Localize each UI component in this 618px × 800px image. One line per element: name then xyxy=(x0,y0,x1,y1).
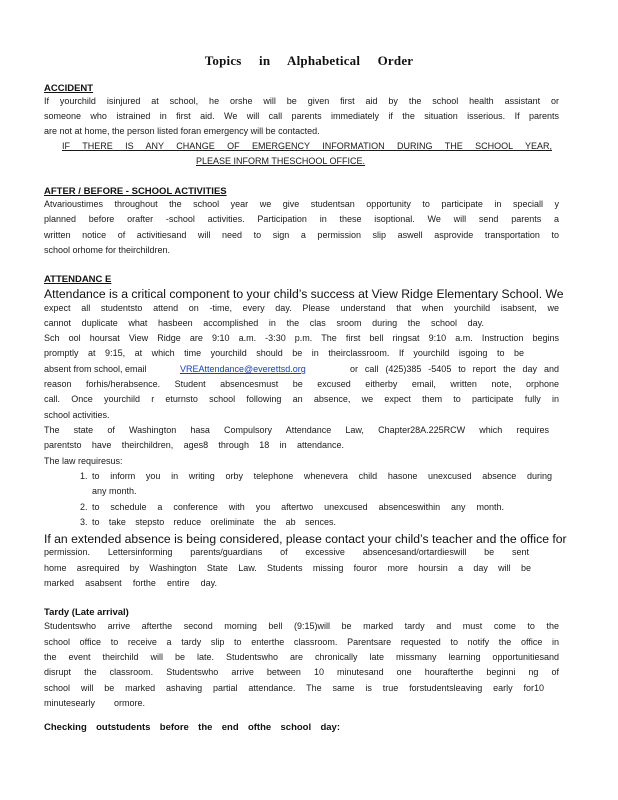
law-item-3-text: to take stepsto reduce oreliminate the ab sences. xyxy=(92,517,336,527)
section-heading-attendance: ATTENDANC E xyxy=(44,274,112,285)
attendance-line-2: cannot duplicate what hasbeen accomplished in the clas sroom during the school day. xyxy=(44,318,484,328)
accident-line-1: If yourchild isinjured at school, he orshe will be given first aid by the school health assistant or xyxy=(44,96,559,106)
tardy-line-4: disrupt the classroom. Studentswho arrive between 10 minutesand one hourafterthe beginni ng of xyxy=(44,667,559,677)
attendance-line-3: Sch ool hoursat View Ridge are 9:10 a.m. -3:30 p.m. The first bell ringsat 9:10 a.m. Instruction begins xyxy=(44,333,559,343)
activities-line-1: Atvarioustimes throughout the school year we give studentsan opportunity to participate in speciall y xyxy=(44,199,559,209)
extended-absence-lead: If an extended absence is being considered, please contact your child’s teacher and the office for xyxy=(44,532,567,546)
extended-line-1: permission. Lettersinforming parents/guardians of excessive absencesand/ortardieswill be sent xyxy=(44,547,529,557)
tardy-line-1: Studentswho arrive afterthe second morning bell (9:15)will be marked tardy and must come to the xyxy=(44,621,559,631)
attendance-line-10: The law requiresus: xyxy=(44,456,123,466)
tardy-line-3: the event theirchild will be late. Studentswho are chronically late missmany learning opportunitiesand xyxy=(44,652,559,662)
activities-line-3: written notice of activitiesand will need to sign a permission slip aswell asprovide transportation to xyxy=(44,230,559,240)
extended-line-2: home asrequired by Washington State Law. Students missing fouror more hoursin a day will be xyxy=(44,563,531,573)
section-heading-accident: ACCIDENT xyxy=(44,83,94,94)
page-title: Topics in Alphabetical Order xyxy=(204,53,414,68)
law-item-3-number: 3. xyxy=(80,517,88,527)
attendance-email-link[interactable]: VREAttendance@everettsd.org xyxy=(180,364,306,374)
accident-notice-1: IF THERE IS ANY CHANGE OF EMERGENCY INFORMATION DURING THE SCHOOL YEAR, xyxy=(62,141,552,151)
activities-line-4: school orhome for theirchildren. xyxy=(44,245,171,255)
attendance-line-1: expect all studentsto attend on -time, every day. Please understand that when yourchild isabsent, we xyxy=(44,303,559,313)
section-heading-tardy: Tardy (Late arrival) xyxy=(44,607,129,618)
attendance-email-post: or call (425)385 -5405 to report the day and xyxy=(350,364,559,374)
law-item-1-number: 1. xyxy=(80,471,88,481)
extended-line-3: marked asabsent forthe entire day. xyxy=(44,578,217,588)
attendance-lead: Attendance is a critical component to your child’s success at View Ridge Elementary School. We xyxy=(44,287,564,301)
attendance-line-4: promptly at 9:15, at which time yourchild should be in theirclassroom. If yourchild isgoing to be xyxy=(44,348,524,358)
section-heading-checking-out: Checking outstudents before the end ofthe school day: xyxy=(44,722,340,733)
section-heading-activities: AFTER / BEFORE - SCHOOL ACTIVITIES xyxy=(44,186,227,197)
attendance-email-pre: absent from school, email xyxy=(44,364,147,374)
law-item-2-number: 2. xyxy=(80,502,88,512)
accident-notice-2: PLEASE INFORM THESCHOOL OFFICE. xyxy=(196,156,366,166)
accident-line-2: someone who istrained in first aid. We will call parents immediately if the situation isserious. If parents xyxy=(44,111,559,121)
activities-line-2: planned before orafter -school activities. Participation in these isoptional. We will send parents a xyxy=(44,214,559,224)
tardy-line-2: school office to receive a tardy slip to enterthe classroom. Parentsare requested to notify the office in xyxy=(44,637,559,647)
attendance-line-8: The state of Washington hasa Compulsory Attendance Law, Chapter28A.225RCW which requires xyxy=(44,425,549,435)
law-item-1-continued: any month. xyxy=(92,486,137,496)
tardy-line-5: school will be marked ashaving partial attendance. The same is true forstudentsleaving early for10 xyxy=(44,683,544,693)
accident-line-3: are not at home, the person listed foran emergency will be contacted. xyxy=(44,126,320,136)
law-item-2-text: to schedule a conference with you aftertwo unexcused absenceswithin any month. xyxy=(92,502,504,512)
tardy-line-6: minutesearly ormore. xyxy=(44,698,145,708)
attendance-line-9: parentsto have theirchildren, ages8 through 18 in attendance. xyxy=(44,440,344,450)
attendance-line-7: school activities. xyxy=(44,410,110,420)
attendance-line-5: reason forhis/herabsence. Student absencesmust be excused eitherby email, written note, orphone xyxy=(44,379,559,389)
attendance-line-6: call. Once yourchild r eturnsto school following an absence, we expect them to participate fully in xyxy=(44,394,559,404)
law-item-1-text: to inform you in writing orby telephone whenevera child hasone unexcused absence during xyxy=(92,471,552,481)
